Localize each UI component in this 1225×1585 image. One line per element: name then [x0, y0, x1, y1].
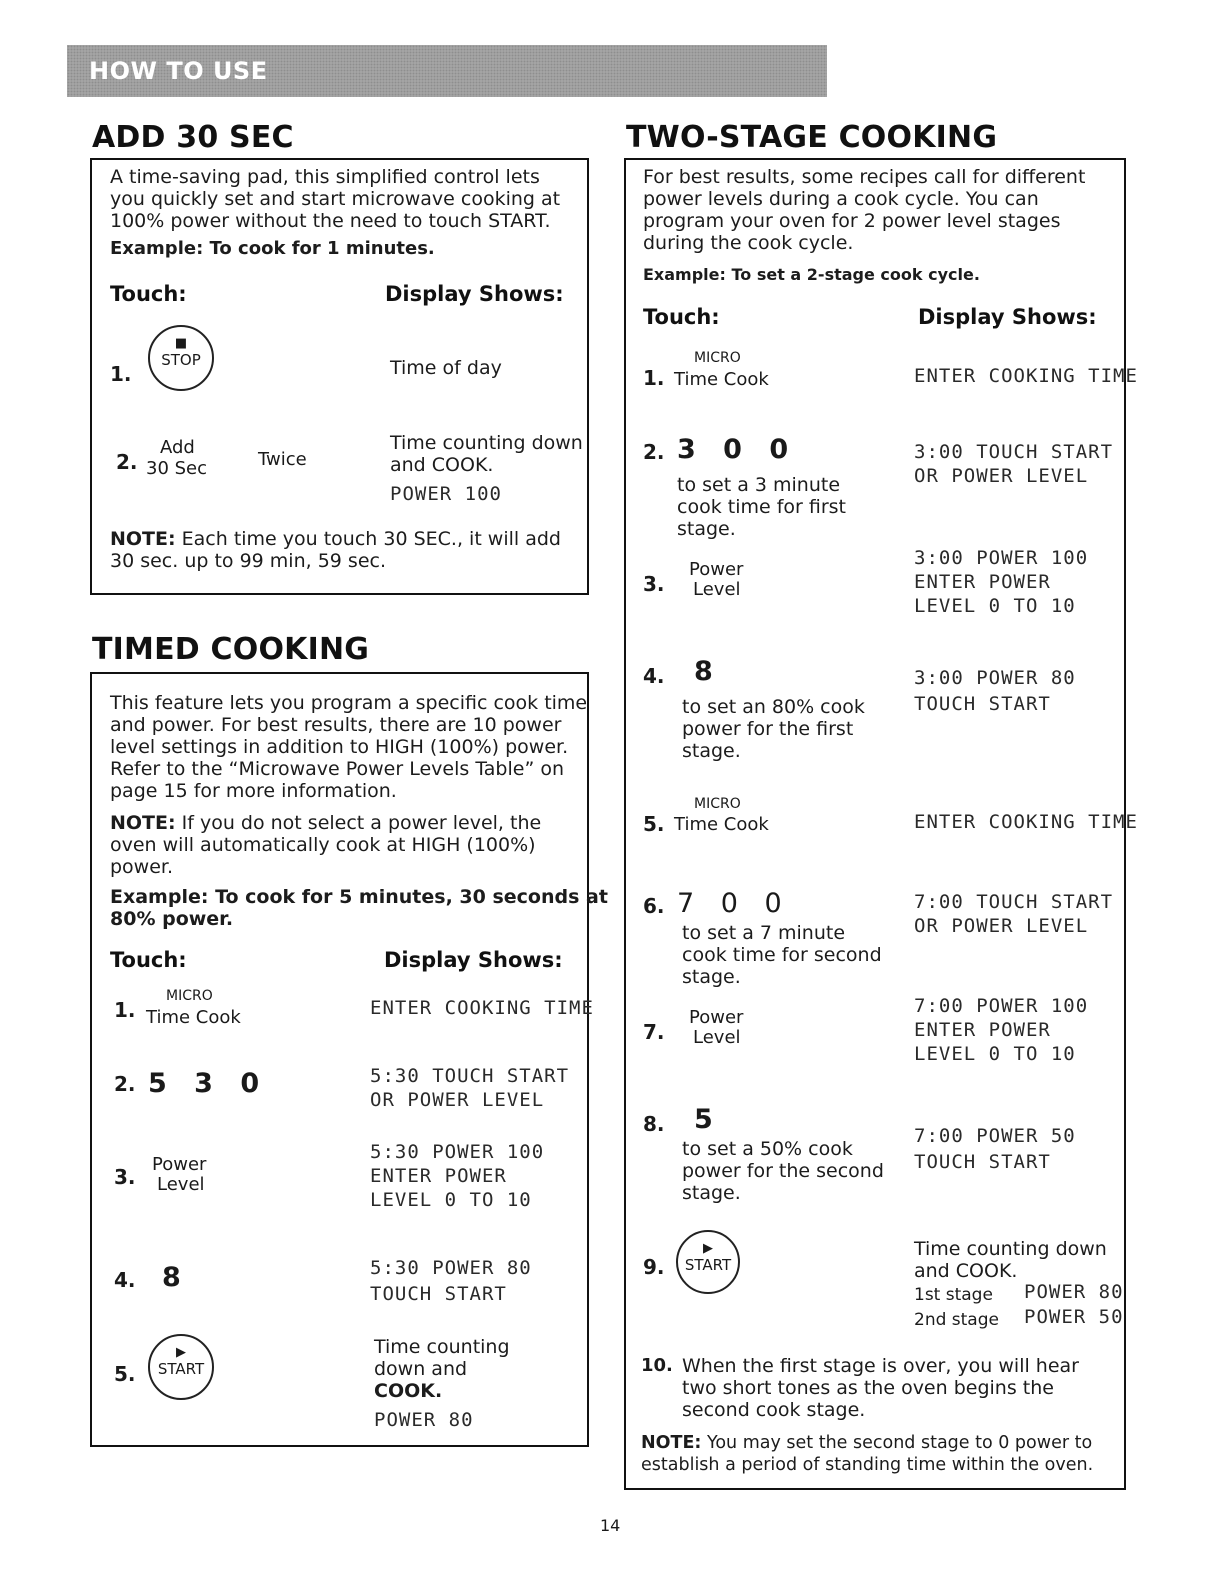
two-step10-text-3: second cook stage. [682, 1399, 866, 1421]
timed-step1-lcd: ENTER COOKING TIME [370, 997, 594, 1019]
timed-note-3: power. [110, 856, 174, 878]
add30-touch-header: Touch: [110, 282, 187, 306]
two-step8-number: 8. [643, 1112, 665, 1136]
add30-heading: ADD 30 SEC [92, 120, 294, 155]
timed-step4-digit: 8 [162, 1262, 181, 1293]
page-number: 14 [600, 1516, 621, 1535]
timed-intro-5: page 15 for more information. [110, 780, 397, 802]
two-step4-desc-2: power for the first [682, 718, 854, 740]
add30-step2-display-2: and COOK. [390, 454, 494, 476]
two-step3-number: 3. [643, 572, 665, 596]
timed-touch-header: Touch: [110, 948, 187, 972]
two-display-header: Display Shows: [918, 305, 1097, 329]
timed-step3-lcd-1: 5:30 POWER 100 [370, 1141, 545, 1163]
two-step7-number: 7. [643, 1020, 665, 1044]
two-step8-desc-2: power for the second [682, 1160, 884, 1182]
two-step9-stage1-label: 1st stage [914, 1285, 993, 1305]
timed-note-label: NOTE: [110, 812, 176, 834]
two-step8-digit: 5 [694, 1104, 713, 1135]
two-step4-digit: 8 [694, 656, 713, 687]
add30-twice: Twice [258, 449, 307, 470]
add30-step1-number: 1. [110, 362, 132, 386]
add30-intro-1: A time-saving pad, this simplified control lets [110, 166, 540, 188]
two-step2-digits: 3 0 0 [677, 434, 789, 465]
two-step6-desc-2: cook time for second [682, 944, 882, 966]
two-intro-2: power levels during a cook cycle. You can [643, 188, 1039, 210]
play-icon: ▶ [176, 1345, 186, 1360]
add30-intro-3: 100% power without the need to touch START. [110, 210, 551, 232]
stop-button[interactable] [148, 325, 214, 391]
add30-note-1: Each time you touch 30 SEC., it will add [181, 528, 561, 550]
two-touch-header: Touch: [643, 305, 720, 329]
two-step3-lcd-1: 3:00 POWER 100 [914, 547, 1089, 569]
timed-step1-pad-2: Time Cook [146, 1007, 241, 1028]
two-step9-display-1: Time counting down [914, 1238, 1107, 1260]
timed-intro-1: This feature lets you program a specific cook time [110, 692, 588, 714]
timed-intro-3: level settings in addition to HIGH (100%) power. [110, 736, 569, 758]
two-step1-pad-1: MICRO [694, 350, 741, 366]
timed-intro-2: and power. For best results, there are 10 power [110, 714, 562, 736]
two-step6-digits: 7 0 0 [677, 888, 782, 919]
two-step7-pad-1: Power [689, 1007, 744, 1028]
timed-heading: TIMED COOKING [92, 632, 370, 667]
add30-pad-label-2: 30 Sec [146, 458, 208, 479]
two-step10-text-1: When the first stage is over, you will hear [682, 1355, 1079, 1377]
two-step9-stage2-label: 2nd stage [914, 1310, 999, 1330]
two-intro-1: For best results, some recipes call for different [643, 166, 1086, 188]
two-step1-number: 1. [643, 366, 665, 390]
two-step5-lcd: ENTER COOKING TIME [914, 811, 1138, 833]
two-example: Example: To set a 2-stage cook cycle. [643, 265, 980, 284]
add30-step2-lcd: POWER 100 [390, 483, 502, 505]
timed-step1-pad-1: MICRO [166, 988, 213, 1004]
timed-step5-number: 5. [114, 1362, 136, 1386]
two-step2-desc-3: stage. [677, 518, 736, 540]
timed-step3-lcd-2: ENTER POWER [370, 1165, 507, 1187]
section-banner [67, 45, 827, 97]
add30-display-header: Display Shows: [385, 282, 564, 306]
two-step2-desc-1: to set a 3 minute [677, 474, 841, 496]
two-note-label: NOTE: [641, 1433, 702, 1453]
two-step6-lcd-1: 7:00 TOUCH START [914, 891, 1114, 913]
timed-start-button[interactable] [148, 1334, 214, 1400]
two-intro-3: program your oven for 2 power level stages [643, 210, 1061, 232]
two-step3-pad-1: Power [689, 559, 744, 580]
timed-intro-4: Refer to the “Microwave Power Levels Table” on [110, 758, 564, 780]
two-step3-pad-2: Level [693, 579, 741, 600]
play-icon: ▶ [703, 1241, 713, 1256]
timed-example-2: 80% power. [110, 908, 234, 930]
timed-example-1: Example: To cook for 5 minutes, 30 seconds at [110, 886, 608, 908]
two-start-button[interactable] [676, 1230, 740, 1294]
add30-note [110, 528, 561, 550]
two-step9-stage1-lcd: POWER 80 [1024, 1281, 1124, 1303]
two-step3-lcd-2: ENTER POWER [914, 571, 1051, 593]
two-step3-lcd-3: LEVEL 0 TO 10 [914, 595, 1076, 617]
two-step4-desc-3: stage. [682, 740, 741, 762]
add30-pad-label-1: Add [160, 437, 195, 458]
timed-note-1: If you do not select a power level, the [175, 812, 542, 834]
two-step5-number: 5. [643, 812, 665, 836]
two-step2-desc-2: cook time for first [677, 496, 846, 518]
two-step1-lcd: ENTER COOKING TIME [914, 365, 1138, 387]
timed-step3-number: 3. [114, 1165, 136, 1189]
timed-display-header: Display Shows: [384, 948, 563, 972]
two-intro-4: during the cook cycle. [643, 232, 854, 254]
two-step4-number: 4. [643, 664, 665, 688]
two-step9-display-2: and COOK. [914, 1260, 1018, 1282]
two-step4-lcd-1: 3:00 POWER 80 [914, 667, 1076, 689]
timed-step2-digits: 5 3 0 [148, 1068, 260, 1099]
stop-icon: ■ [174, 336, 188, 351]
two-step2-lcd-2: OR POWER LEVEL [914, 465, 1089, 487]
timed-step2-lcd-1: 5:30 TOUCH START [370, 1065, 570, 1087]
timed-step5-lcd: POWER 80 [374, 1409, 474, 1431]
two-step6-lcd-2: OR POWER LEVEL [914, 915, 1089, 937]
add30-example: Example: To cook for 1 minutes. [110, 238, 435, 259]
two-step7-lcd-2: ENTER POWER [914, 1019, 1051, 1041]
two-step10-text-2: two short tones as the oven begins the [682, 1377, 1054, 1399]
two-step9-number: 9. [643, 1255, 665, 1279]
two-step5-pad-2: Time Cook [674, 814, 769, 835]
two-step6-desc-3: stage. [682, 966, 741, 988]
timed-note [110, 812, 541, 834]
two-step8-desc-3: stage. [682, 1182, 741, 1204]
timed-step5-display-1: Time counting [374, 1336, 510, 1358]
two-heading: TWO-STAGE COOKING [626, 120, 998, 155]
timed-note-2: oven will automatically cook at HIGH (100%) [110, 834, 536, 856]
timed-step3-pad-1: Power [152, 1154, 207, 1175]
timed-step3-lcd-3: LEVEL 0 TO 10 [370, 1189, 532, 1211]
timed-step2-lcd-2: OR POWER LEVEL [370, 1089, 545, 1111]
two-step7-lcd-3: LEVEL 0 TO 10 [914, 1043, 1076, 1065]
timed-step4-lcd-1: 5:30 POWER 80 [370, 1257, 532, 1279]
two-step5-pad-1: MICRO [694, 796, 741, 812]
two-step2-number: 2. [643, 440, 665, 464]
two-step9-stage2-lcd: POWER 50 [1024, 1306, 1124, 1328]
timed-step2-number: 2. [114, 1072, 136, 1096]
two-step7-pad-2: Level [693, 1027, 741, 1048]
add30-step2-number: 2. [116, 450, 138, 474]
timed-step5-display-3: COOK. [374, 1380, 443, 1402]
stop-button-label: STOP [161, 351, 201, 369]
add30-note-label: NOTE: [110, 528, 176, 550]
two-note [641, 1432, 1092, 1454]
two-start-label: START [684, 1256, 732, 1274]
two-step8-lcd-2: TOUCH START [914, 1151, 1051, 1173]
two-step6-number: 6. [643, 894, 665, 918]
two-step10-number: 10. [641, 1355, 673, 1376]
two-step8-lcd-1: 7:00 POWER 50 [914, 1125, 1076, 1147]
two-step7-lcd-1: 7:00 POWER 100 [914, 995, 1089, 1017]
timed-step4-number: 4. [114, 1268, 136, 1292]
timed-step1-number: 1. [114, 998, 136, 1022]
add30-note-2: 30 sec. up to 99 min, 59 sec. [110, 550, 387, 572]
two-note-2: establish a period of standing time within the oven. [641, 1455, 1094, 1475]
timed-start-label: START [157, 1360, 205, 1378]
two-step4-lcd-2: TOUCH START [914, 693, 1051, 715]
add30-intro-2: you quickly set and start microwave cooking at [110, 188, 561, 210]
two-step1-pad-2: Time Cook [674, 369, 769, 390]
timed-step3-pad-2: Level [157, 1174, 205, 1195]
two-step2-lcd-1: 3:00 TOUCH START [914, 441, 1114, 463]
banner-title: HOW TO USE [89, 57, 268, 85]
two-step4-desc-1: to set an 80% cook [682, 696, 865, 718]
timed-step4-lcd-2: TOUCH START [370, 1283, 507, 1305]
two-step6-desc-1: to set a 7 minute [682, 922, 846, 944]
timed-step5-display-2: down and [374, 1358, 468, 1380]
add30-step1-display: Time of day [390, 357, 502, 379]
add30-step2-display-1: Time counting down [390, 432, 583, 454]
two-note-1: You may set the second stage to 0 power to [701, 1433, 1093, 1453]
two-step8-desc-1: to set a 50% cook [682, 1138, 853, 1160]
